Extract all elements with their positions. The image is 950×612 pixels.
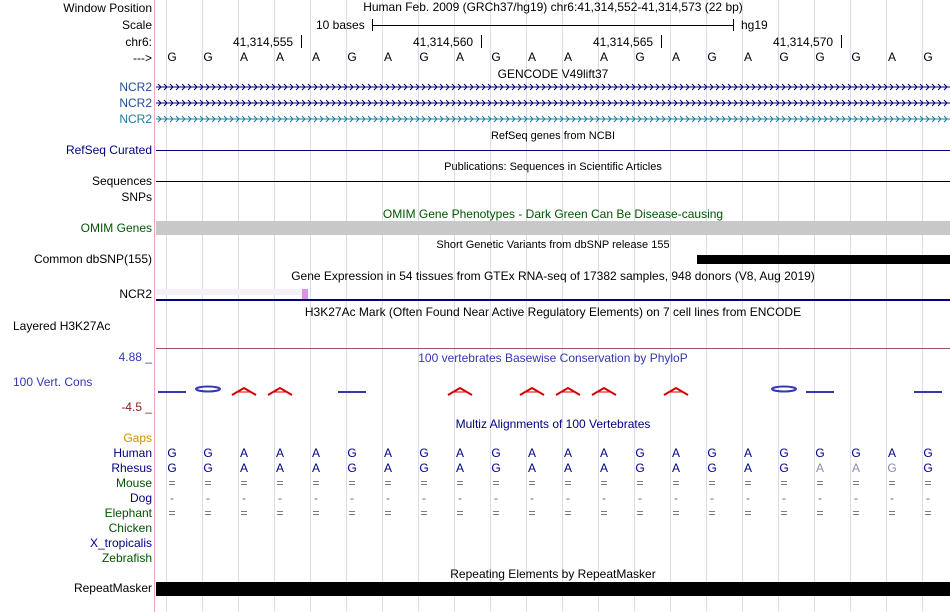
- dna-base: G: [779, 50, 789, 64]
- aligned-base-dog: -: [818, 491, 822, 505]
- aligned-base-rhesus: G: [779, 461, 789, 475]
- aligned-base-dog: -: [674, 491, 678, 505]
- aligned-base-rhesus: G: [887, 461, 897, 475]
- aligned-base-mouse: =: [924, 476, 932, 490]
- species-label-x-tropicalis[interactable]: X_tropicalis: [89, 536, 152, 550]
- aligned-base-dog: -: [710, 491, 714, 505]
- aligned-base-mouse: =: [816, 476, 824, 490]
- phylop-logo: [772, 387, 796, 392]
- sequences-line[interactable]: [156, 181, 950, 182]
- phylop-min-label: -4.5 _: [121, 400, 152, 414]
- aligned-base-rhesus: A: [455, 461, 464, 475]
- aligned-base-human: A: [311, 446, 320, 460]
- aligned-base-human: G: [419, 446, 429, 460]
- gene-ncr2-2[interactable]: [156, 98, 950, 108]
- aligned-base-dog: -: [278, 491, 282, 505]
- dna-base: G: [851, 50, 861, 64]
- aligned-base-dog: -: [242, 491, 246, 505]
- aligned-base-mouse: =: [672, 476, 680, 490]
- aligned-base-rhesus: A: [527, 461, 536, 475]
- refseq-title: RefSeq genes from NCBI: [490, 130, 616, 142]
- aligned-base-mouse: =: [528, 476, 536, 490]
- gtex-expression-bar[interactable]: [302, 289, 308, 299]
- aligned-base-elephant: =: [348, 506, 356, 520]
- db-label: hg19: [741, 18, 768, 32]
- dna-base: G: [419, 50, 429, 64]
- track-label-repeatmasker[interactable]: RepeatMasker: [73, 581, 152, 595]
- omim-gene-bar[interactable]: [156, 221, 950, 235]
- phylop-logo: [592, 388, 616, 395]
- aligned-base-dog: -: [890, 491, 894, 505]
- phylop-logo: [268, 388, 292, 395]
- aligned-base-mouse: =: [780, 476, 788, 490]
- track-label-gaps[interactable]: Gaps: [123, 431, 152, 445]
- ruler-tick-label: 41,314,565: [593, 35, 654, 49]
- aligned-base-elephant: =: [816, 506, 824, 520]
- aligned-base-rhesus: A: [275, 461, 284, 475]
- dna-base: G: [635, 50, 645, 64]
- aligned-base-rhesus: G: [923, 461, 933, 475]
- aligned-base-human: A: [239, 446, 248, 460]
- assembly-title: Human Feb. 2009 (GRCh37/hg19) chr6:41,314,552-41,314,573 (22 bp): [363, 0, 743, 14]
- aligned-base-elephant: =: [672, 506, 680, 520]
- aligned-base-human: G: [635, 446, 645, 460]
- aligned-base-human: A: [599, 446, 608, 460]
- scale-bar: [372, 17, 734, 33]
- aligned-base-elephant: =: [744, 506, 752, 520]
- aligned-base-dog: -: [530, 491, 534, 505]
- aligned-base-human: G: [491, 446, 501, 460]
- dna-base: A: [455, 50, 464, 64]
- gtex-title: Gene Expression in 54 tissues from GTEx RNA-seq of 17382 samples, 948 donors (V8, Aug 2019): [291, 269, 815, 283]
- aligned-base-elephant: =: [852, 506, 860, 520]
- aligned-base-rhesus: G: [167, 461, 177, 475]
- aligned-base-elephant: =: [528, 506, 536, 520]
- aligned-base-mouse: =: [852, 476, 860, 490]
- dna-base: G: [167, 50, 177, 64]
- aligned-base-dog: -: [206, 491, 210, 505]
- phylop-max-label: 4.88 _: [118, 350, 152, 364]
- aligned-base-dog: -: [566, 491, 570, 505]
- aligned-base-elephant: =: [240, 506, 248, 520]
- aligned-base-dog: -: [782, 491, 786, 505]
- species-label-elephant[interactable]: Elephant: [104, 506, 152, 520]
- aligned-base-dog: -: [170, 491, 174, 505]
- aligned-base-elephant: =: [492, 506, 500, 520]
- dna-base: A: [527, 50, 536, 64]
- phylop-logo: [232, 388, 256, 395]
- ruler-tick-label: 41,314,555: [233, 35, 294, 49]
- aligned-base-dog: -: [422, 491, 426, 505]
- aligned-base-elephant: =: [456, 506, 464, 520]
- aligned-base-rhesus: G: [203, 461, 213, 475]
- phylop-logo: [556, 388, 580, 395]
- aligned-base-elephant: =: [708, 506, 716, 520]
- dna-base: G: [491, 50, 501, 64]
- dna-base: A: [671, 50, 680, 64]
- aligned-base-rhesus: A: [671, 461, 680, 475]
- aligned-base-elephant: =: [204, 506, 212, 520]
- aligned-base-mouse: =: [600, 476, 608, 490]
- gtex-gene-line[interactable]: [156, 299, 950, 301]
- aligned-base-elephant: =: [564, 506, 572, 520]
- aligned-base-rhesus: A: [563, 461, 572, 475]
- track-label-ncr2-1[interactable]: NCR2: [119, 80, 152, 94]
- aligned-base-rhesus: A: [743, 461, 752, 475]
- aligned-base-mouse: =: [708, 476, 716, 490]
- h3k27ac-baseline: [156, 348, 950, 349]
- aligned-base-dog: -: [926, 491, 930, 505]
- refseq-gene-line[interactable]: [156, 150, 950, 151]
- gene-ncr2-3[interactable]: [156, 114, 950, 124]
- phylop-logos[interactable]: [156, 380, 950, 400]
- dna-base: G: [203, 50, 213, 64]
- aligned-base-rhesus: G: [491, 461, 501, 475]
- aligned-base-human: A: [563, 446, 572, 460]
- aligned-base-rhesus: A: [599, 461, 608, 475]
- ruler-tick-mark: [841, 35, 842, 48]
- aligned-base-rhesus: G: [707, 461, 717, 475]
- dna-base: A: [311, 50, 320, 64]
- aligned-base-dog: -: [638, 491, 642, 505]
- aligned-base-rhesus: G: [419, 461, 429, 475]
- aligned-base-human: G: [347, 446, 357, 460]
- aligned-base-human: A: [455, 446, 464, 460]
- dna-base: A: [599, 50, 608, 64]
- aligned-base-rhesus: A: [311, 461, 320, 475]
- ruler-tick-label: 41,314,560: [413, 35, 474, 49]
- aligned-base-human: A: [383, 446, 392, 460]
- dna-base: A: [563, 50, 572, 64]
- aligned-base-mouse: =: [564, 476, 572, 490]
- aligned-base-mouse: =: [492, 476, 500, 490]
- track-label-omim[interactable]: OMIM Genes: [80, 221, 152, 235]
- aligned-base-human: A: [527, 446, 536, 460]
- dna-base: A: [887, 50, 896, 64]
- aligned-base-mouse: =: [384, 476, 392, 490]
- aligned-base-human: A: [887, 446, 896, 460]
- aligned-base-human: G: [167, 446, 177, 460]
- aligned-base-rhesus: A: [383, 461, 392, 475]
- aligned-base-dog: -: [602, 491, 606, 505]
- gene-ncr2-1[interactable]: [156, 82, 950, 92]
- scale-label: Scale: [121, 18, 152, 32]
- aligned-base-human: G: [923, 446, 933, 460]
- chrom-label: chr6:: [125, 35, 152, 49]
- aligned-base-dog: -: [350, 491, 354, 505]
- phylop-logo: [448, 388, 472, 395]
- phylop-logo: [196, 387, 220, 392]
- track-label-column: [0, 0, 155, 612]
- aligned-base-elephant: =: [636, 506, 644, 520]
- aligned-base-human: A: [743, 446, 752, 460]
- track-label-h3k27ac[interactable]: Layered H3K27Ac: [13, 319, 111, 333]
- aligned-base-mouse: =: [888, 476, 896, 490]
- phylop-title: 100 vertebrates Basewise Conservation by PhyloP: [418, 351, 688, 365]
- h3k27ac-title: H3K27Ac Mark (Often Found Near Active Regulatory Elements) on 7 cell lines from ENCODE: [304, 305, 802, 319]
- track-label-ncr2-2[interactable]: NCR2: [119, 96, 152, 110]
- scale-text: 10 bases: [316, 18, 365, 32]
- phylop-logo: [664, 388, 688, 395]
- aligned-base-human: G: [851, 446, 861, 460]
- dna-base: G: [815, 50, 825, 64]
- aligned-base-human: G: [779, 446, 789, 460]
- dna-base: A: [383, 50, 392, 64]
- aligned-base-elephant: =: [168, 506, 176, 520]
- aligned-base-dog: -: [314, 491, 318, 505]
- dna-base: G: [923, 50, 933, 64]
- track-label-cons[interactable]: 100 Vert. Cons: [13, 375, 93, 389]
- dna-base: G: [347, 50, 357, 64]
- aligned-base-elephant: =: [924, 506, 932, 520]
- gtex-shade: [156, 289, 302, 295]
- track-label-snps[interactable]: SNPs: [121, 190, 152, 204]
- ruler-tick-mark: [301, 35, 302, 48]
- species-label-rhesus[interactable]: Rhesus: [111, 461, 152, 475]
- aligned-base-rhesus: G: [635, 461, 645, 475]
- aligned-base-mouse: =: [312, 476, 320, 490]
- aligned-base-mouse: =: [348, 476, 356, 490]
- aligned-base-rhesus: A: [815, 461, 824, 475]
- aligned-base-mouse: =: [636, 476, 644, 490]
- aligned-base-mouse: =: [204, 476, 212, 490]
- species-label-chicken[interactable]: Chicken: [108, 521, 152, 535]
- strand-label: --->: [133, 51, 152, 65]
- aligned-base-human: G: [203, 446, 213, 460]
- aligned-base-elephant: =: [312, 506, 320, 520]
- aligned-base-human: G: [707, 446, 717, 460]
- aligned-base-mouse: =: [240, 476, 248, 490]
- aligned-base-rhesus: G: [347, 461, 357, 475]
- track-image-area[interactable]: [156, 0, 950, 612]
- ruler-tick-mark: [481, 35, 482, 48]
- aligned-base-elephant: =: [780, 506, 788, 520]
- ruler-tick-mark: [661, 35, 662, 48]
- multiz-title: Multiz Alignments of 100 Vertebrates: [455, 417, 651, 431]
- aligned-base-elephant: =: [384, 506, 392, 520]
- species-label-zebrafish[interactable]: Zebrafish: [101, 551, 152, 565]
- gencode-title: GENCODE V49lift37: [497, 67, 609, 81]
- repeat-title: Repeating Elements by RepeatMasker: [450, 567, 656, 581]
- dna-base: A: [275, 50, 284, 64]
- window-position-label: Window Position: [63, 1, 152, 15]
- dbsnp-title: Short Genetic Variants from dbSNP release 155: [436, 239, 670, 251]
- track-label-gtex-ncr2[interactable]: NCR2: [119, 287, 152, 301]
- phylop-logo: [520, 388, 544, 395]
- aligned-base-elephant: =: [888, 506, 896, 520]
- pubs-title: Publications: Sequences in Scientific Articles: [444, 161, 662, 173]
- track-label-refseq[interactable]: RefSeq Curated: [65, 143, 152, 157]
- dna-base: G: [707, 50, 717, 64]
- aligned-base-human: A: [671, 446, 680, 460]
- track-label-sequences[interactable]: Sequences: [91, 174, 152, 188]
- aligned-base-mouse: =: [456, 476, 464, 490]
- aligned-base-mouse: =: [276, 476, 284, 490]
- aligned-base-dog: -: [746, 491, 750, 505]
- aligned-base-rhesus: A: [851, 461, 860, 475]
- label-divider: [154, 0, 155, 612]
- species-label-dog[interactable]: Dog: [129, 491, 152, 505]
- aligned-base-dog: -: [386, 491, 390, 505]
- aligned-base-human: A: [275, 446, 284, 460]
- species-label-mouse[interactable]: Mouse: [115, 476, 152, 490]
- aligned-base-dog: -: [854, 491, 858, 505]
- dna-base: A: [239, 50, 248, 64]
- ruler-tick-label: 41,314,570: [773, 35, 834, 49]
- aligned-base-dog: -: [494, 491, 498, 505]
- aligned-base-human: G: [815, 446, 825, 460]
- dbsnp-variant-bar[interactable]: [697, 255, 950, 264]
- aligned-base-mouse: =: [420, 476, 428, 490]
- species-label-human[interactable]: Human: [113, 446, 152, 460]
- aligned-base-mouse: =: [168, 476, 176, 490]
- aligned-base-dog: -: [458, 491, 462, 505]
- track-label-ncr2-3[interactable]: NCR2: [119, 112, 152, 126]
- aligned-base-elephant: =: [420, 506, 428, 520]
- dna-base: A: [743, 50, 752, 64]
- aligned-base-elephant: =: [600, 506, 608, 520]
- aligned-base-mouse: =: [744, 476, 752, 490]
- aligned-base-rhesus: A: [239, 461, 248, 475]
- aligned-base-elephant: =: [276, 506, 284, 520]
- omim-title: OMIM Gene Phenotypes - Dark Green Can Be Disease-causing: [382, 207, 724, 221]
- repeatmasker-bar[interactable]: [156, 582, 950, 596]
- track-label-dbsnp[interactable]: Common dbSNP(155): [33, 252, 152, 266]
